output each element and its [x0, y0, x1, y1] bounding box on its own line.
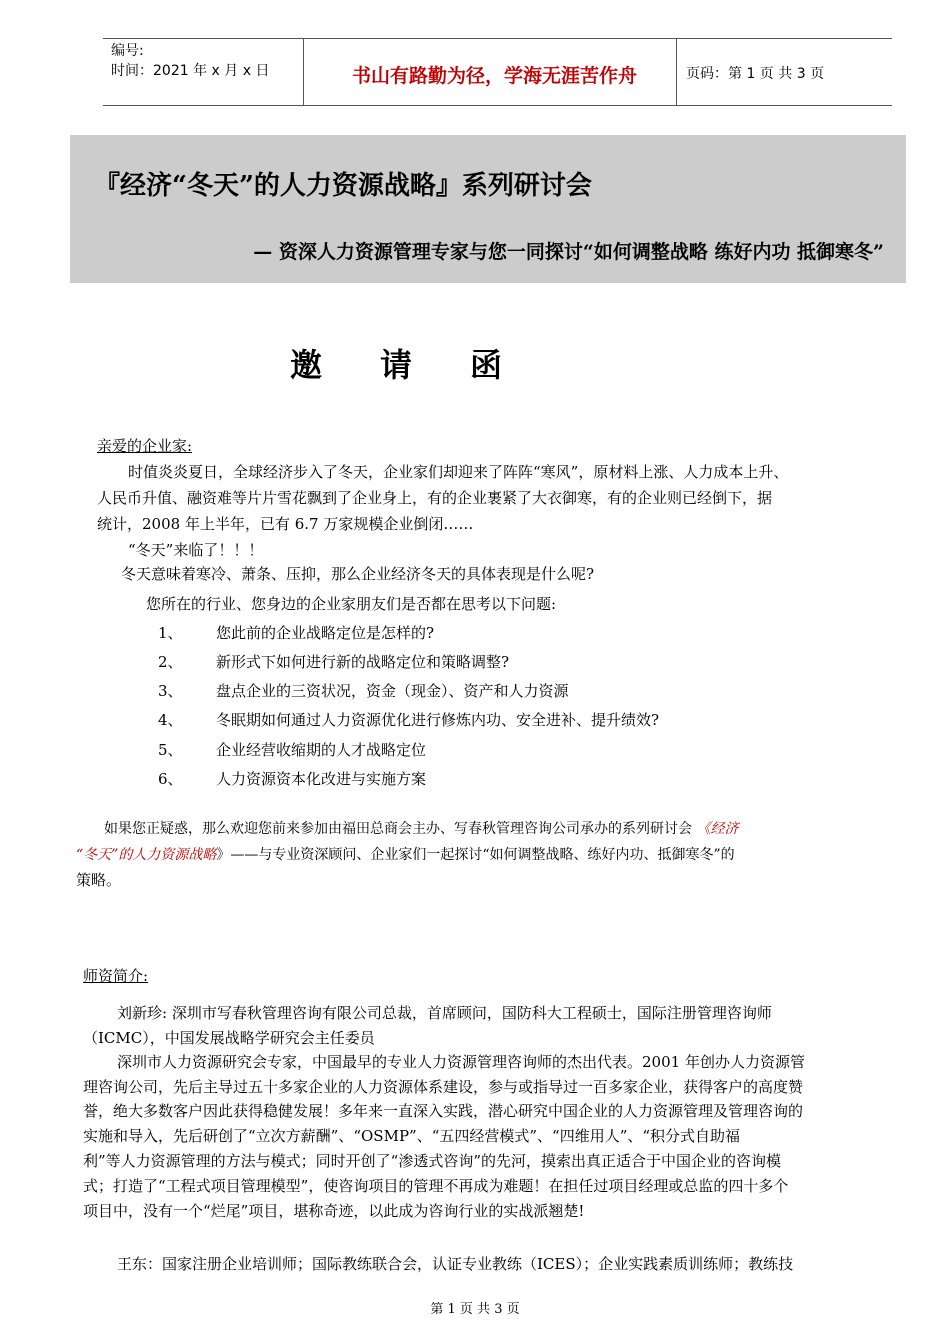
list-number: 3、: [158, 682, 183, 700]
teacher-bio-line: 实施和导入，先后研创了“立次方薪酬”、“OSMP”、“五四经营模式”、“四维用人”、“积分式自助福: [83, 1127, 741, 1145]
teacher-bio-line: 项目中，没有一个“烂尾”项目，堪称奇迹，以此成为咨询行业的实战派翘楚!: [83, 1202, 585, 1220]
teacher-bio-line: 利”等人力资源管理的方法与模式；同时开创了“渗透式咨询”的先河，摸索出真正适合于中国企业的咨询模: [83, 1152, 782, 1170]
title-banner: [70, 135, 906, 283]
invite-line: [76, 842, 735, 868]
list-number: 4、: [158, 711, 183, 729]
teacher-line: （ICMC），中国发展战略学研究会主任委员: [83, 1029, 375, 1047]
seminar-title: 『经济“冬天”的人力资源战略』系列研讨会: [94, 171, 592, 201]
intro-line: 您所在的行业、您身边的企业家朋友们是否都在思考以下问题:: [146, 595, 557, 613]
list-item: [158, 620, 858, 646]
header-page-info: 页码：第 1 页 共 3 页: [686, 66, 825, 82]
header-motto: 书山有路勤为径，学海无涯苦作舟: [351, 65, 637, 87]
header-divider: [303, 39, 304, 105]
seminar-subtitle: — 资深人力资源管理专家与您一同探讨“如何调整战略 练好内功 抵御寒冬”: [253, 241, 884, 263]
list-item: [158, 707, 858, 733]
list-item: [158, 678, 858, 704]
header-meta: [111, 41, 269, 81]
invite-line: [104, 816, 738, 842]
teacher-bio-line: 深圳市人力资源研究会专家，中国最早的专业人力资源管理咨询师的杰出代表。2001 年创办人力资源管: [117, 1053, 805, 1071]
list-text: 冬眠期如何通过人力资源优化进行修炼内功、安全进补、提升绩效?: [216, 711, 660, 729]
intro-line: 人民币升值、融资难等片片雪花飘到了企业身上，有的企业裹紧了大衣御寒，有的企业则已经倒下，据: [97, 489, 773, 507]
teacher-bio-line: 式；打造了“工程式项目管理模型”，使咨询项目的管理不再成为难题！在担任过项目经理或总监的四十多个: [83, 1177, 789, 1195]
salutation: 亲爱的企业家:: [97, 437, 193, 455]
teacher-bio-line: 理咨询公司，先后主导过五十多家企业的人力资源体系建设，参与或指导过一百多家企业，获得客户的高度赞: [83, 1078, 804, 1096]
teacher-bio-line: 誉，绝大多数客户因此获得稳健发展！多年来一直深入实践，潜心研究中国企业的人力资源管理及管理咨询的: [83, 1102, 804, 1120]
header-divider: [676, 39, 677, 105]
teacher-line: 刘新珍: 深圳市写春秋管理咨询有限公司总裁，首席顾问，国防科大工程硕士，国际注册管理咨询师: [117, 1004, 772, 1022]
list-number: 5、: [158, 741, 183, 759]
invite-line: 策略。: [76, 871, 122, 889]
list-number: 2、: [158, 653, 183, 671]
intro-line: 时值炎炎夏日，全球经济步入了冬天，企业家们却迎来了阵阵“寒风”，原材料上涨、人力成本上升、: [128, 463, 789, 481]
list-number: 6、: [158, 770, 183, 788]
invitation-title: 邀请函: [290, 346, 561, 384]
seminar-name-highlight: 《经济: [696, 821, 739, 837]
list-text: 人力资源资本化改进与实施方案: [216, 770, 427, 788]
intro-line: “冬天”来临了！！！: [128, 541, 264, 559]
serial-label: 编号:: [111, 43, 144, 59]
list-text: 企业经营收缩期的人才战略定位: [216, 741, 427, 759]
list-item: [158, 766, 858, 792]
list-number: 1、: [158, 624, 183, 642]
list-text: 新形式下如何进行新的战略定位和策略调整?: [216, 653, 510, 671]
list-text: 您此前的企业战略定位是怎样的?: [216, 624, 435, 642]
invite-text: 如果您正疑惑，那么欢迎您前来参加由福田总商会主办、写春秋管理咨询公司承办的系列研讨会: [104, 821, 697, 837]
list-item: [158, 649, 858, 675]
list-text: 盘点企业的三资状况，资金（现金）、资产和人力资源: [216, 682, 569, 700]
list-item: [158, 737, 858, 763]
seminar-name-highlight: “冬天”的人力资源战略: [76, 847, 217, 863]
invite-text: 》——与专业资深顾问、企业家们一起探讨“如何调整战略、练好内功、抵御寒冬”的: [216, 847, 735, 863]
time-label: 时间：2021 年 x 月 x 日: [111, 63, 270, 79]
document-header: [103, 38, 892, 106]
intro-line: 统计，2008 年上半年，已有 6.7 万家规模企业倒闭……: [97, 515, 474, 533]
teachers-heading: 师资简介:: [83, 967, 149, 985]
intro-line: 冬天意味着寒冷、萧条、压抑，那么企业经济冬天的具体表现是什么呢?: [121, 565, 595, 583]
teacher-line: 王东：国家注册企业培训师；国际教练联合会，认证专业教练（ICES）；企业实践素质训练师；教练技: [117, 1255, 794, 1273]
page-footer: 第 1 页 共 3 页: [430, 1302, 520, 1317]
